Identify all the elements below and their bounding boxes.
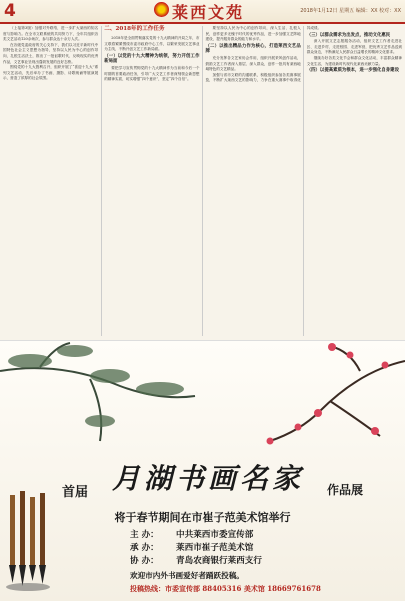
page-number: 4: [4, 1, 16, 21]
paragraph: 2018年是全面贯彻落实党的十九大精神的开局之年，市文联将紧紧围绕市委市政府中心工作，以繁荣发展文艺事业为主线，不断开创文艺工作新局面。: [104, 36, 200, 52]
subheading-2: （二）以推出精品力作为核心，打造莱西文艺品牌: [205, 43, 301, 55]
sponsor-role: 主 办：: [130, 530, 159, 540]
exhibition-subtitle: 将于春节期间在市崔子范美术馆举行: [114, 511, 291, 524]
sponsor-name: 莱西市崔子范美术馆: [176, 543, 254, 553]
subheading-3: （三）以群众需求为出发点，推动文化惠民: [306, 32, 391, 38]
exhibition-title: 月湖书画名家: [112, 462, 305, 495]
sponsor-role: 承 办：: [130, 543, 159, 553]
paragraph: 围绕党的十九大胜利召开，组织开展了“喜迎十九大”系列文艺活动，先后举办了书画、摄影、诗歌朗诵等展演展示，营造了浓厚的社会氛围。: [3, 65, 99, 81]
subheading-4: （四）以提高素质为根本，进一步强化自身建设: [306, 68, 399, 74]
title-suffix: 作品展: [327, 483, 364, 497]
plum-blossom-illustration: [210, 341, 405, 451]
paragraph: 继续办好各类文化节会和群众文化活动，丰富群众精神文化生活，为建设新时代现代化莱西贡献力量。: [306, 55, 402, 66]
paragraph: 要把学习宣传贯彻党的十九大精神作为当前和今后一个时期的首要政治任务，引导广大文艺工作者深刻领会新思想的精神实质，切实增强“四个意识”，坚定“四个自信”。: [104, 65, 200, 82]
paragraph: （上接第3版）加强对外联络，进一步扩大莱西的知名度与影响力。在全市文联系统的共同努力下，全年共组织各类文艺活动120余场次，参与群众达十余万人次。: [3, 26, 99, 42]
masthead: [0, 0, 405, 24]
sponsor-role: 协 办：: [130, 556, 159, 566]
sponsor-row-host: [130, 542, 262, 555]
sponsor-row-coorganizer: [130, 555, 262, 568]
submission-hotline: 投稿热线：市委宣传部 88405316 美术馆 18669761678: [130, 584, 321, 593]
sponsor-name: 中共莱西市委宣传部: [176, 530, 254, 540]
section-name: 莱西文苑: [172, 3, 245, 22]
welcome-message: 欢迎市内外书画爱好者踊跃投稿。: [130, 571, 244, 580]
sponsor-list: [130, 529, 262, 568]
subheading-1: （一）以党的十九大精神为统领，努力开创工作新局面: [104, 53, 200, 65]
date-line: 2018年1月12日 星期五 编辑：XX 校对：XX: [300, 8, 401, 14]
paragraph: 深入开展文艺志愿服务活动，组织文艺工作者走进社区、走进乡村、走进校园、走进军营，把优秀文艺作品送到群众身边，不断满足人民群众日益增长的精神文化需求。: [306, 39, 402, 55]
paragraph: 在各级党委政府的关心支持下，我们以习近平新时代中国特色社会主义思想为指导，坚持以人民为中心的创作导向，扎根生活沃土，推出了一批讴歌时代、反映现实的优秀作品，文艺事业呈现出蓬勃发展的良好态势。: [3, 42, 99, 64]
article-body: [3, 26, 402, 336]
sponsor-name: 青岛农商银行莱西支行: [176, 556, 262, 566]
paragraph: 加强与省市文联的沟通联系，积极组织参加各类赛事展览，不断扩大莱西文艺的影响力，力争在重大赛事中取得优异成绩。: [205, 26, 322, 83]
paragraph: 要坚持以人民为中心的创作导向，深入生活、扎根人民，创作更多无愧于时代的优秀作品，进一步加强文艺阵地建设，提升服务群众的能力和水平。: [205, 26, 301, 42]
title-prefix: 首届: [62, 485, 89, 500]
paragraph: 充分发挥各文艺家协会作用，组织开展采风创作活动，鼓励文艺工作者深入基层、深入群众，创作一批具有莱西地域特色的文艺精品。: [205, 55, 301, 72]
pine-branch-illustration: [0, 341, 200, 451]
brush-pens-illustration: [4, 491, 64, 591]
exhibition-poster: [0, 340, 405, 601]
section-heading-2018: 二、2018年的工作任务: [104, 26, 165, 32]
emblem-icon: [154, 2, 169, 17]
sponsor-row-organizer: [130, 529, 262, 542]
